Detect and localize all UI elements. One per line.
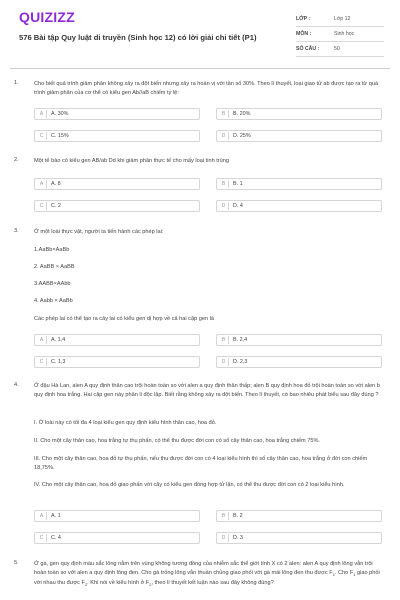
meta-row-subject xyxy=(296,27,384,42)
option-text: D. 4 xyxy=(233,203,243,209)
option-letter: C xyxy=(37,358,47,366)
option-text: B. 20% xyxy=(233,111,251,117)
header-divider xyxy=(10,68,390,69)
option-text: A. 8 xyxy=(51,181,61,187)
subscript: 1 xyxy=(353,571,356,577)
option-a[interactable] xyxy=(34,334,200,346)
option-letter: D xyxy=(219,202,229,210)
meta-key: LỚP : xyxy=(296,16,311,22)
subscript: 2 xyxy=(84,582,88,588)
option-c[interactable] xyxy=(34,356,200,368)
option-text: C. 1,3 xyxy=(51,359,66,365)
option-text: C. 4 xyxy=(51,535,61,541)
option-text: B. 2 xyxy=(233,513,243,519)
meta-row-count xyxy=(296,42,384,57)
option-text: B. 1 xyxy=(233,181,243,187)
option-letter: B xyxy=(219,110,229,118)
text-run: . Khi nói về kiểu hình ở F xyxy=(87,580,150,587)
option-d[interactable] xyxy=(216,200,382,212)
subscript: 2 xyxy=(149,582,152,588)
meta-value: Sinh học xyxy=(334,31,355,37)
option-letter: A xyxy=(37,512,47,520)
meta-key: MÔN : xyxy=(296,31,312,37)
option-d[interactable] xyxy=(216,532,382,544)
option-letter: C xyxy=(37,202,47,210)
subscript: 1 xyxy=(332,571,335,577)
option-letter: C xyxy=(37,132,47,140)
option-letter: B xyxy=(219,180,229,188)
option-text: A. 1 xyxy=(51,513,61,519)
option-b[interactable] xyxy=(216,178,382,190)
statement: II. Cho một cây thân cao, hoa trắng tự thụ phấn, có thể thu được đời con có số cây thân cao, hoa trắng chiếm 75%. xyxy=(34,438,320,444)
option-d[interactable] xyxy=(216,356,382,368)
option-letter: C xyxy=(37,534,47,542)
option-text: D. 25% xyxy=(233,133,251,139)
option-d[interactable] xyxy=(216,130,382,142)
question-followup: Các phép lai có thể tạo ra cây lai có kiểu gen dị hợp về cả hai cặp gen là xyxy=(34,316,214,322)
question-text: Một tế bào có kiểu gen AB/ab Dd khi giảm phân thực tế cho mấy loại tinh trùng xyxy=(34,158,229,164)
text-run: , theo lí thuyết kết luận nào sau đây không đúng? xyxy=(151,580,274,587)
text-run: . Cho F xyxy=(334,569,354,576)
option-text: D. 3 xyxy=(233,535,243,541)
cross-line: 3.AABB×AAbb xyxy=(34,281,71,287)
option-text: D. 2,3 xyxy=(233,359,248,365)
option-text: C. 15% xyxy=(51,133,69,139)
option-a[interactable] xyxy=(34,178,200,190)
question-text: Cho biết quá trình giảm phân không xảy ra đột biến nhưng xảy ra hoán vị với tần số 30%. Theo lí thuyết, loại giao tử ab được tạo ra từ quá trình giảm phân của cơ thể có kiểu gen Ab//aB chiếm tỷ lệ: xyxy=(34,81,379,96)
option-letter: A xyxy=(37,336,47,344)
meta-row-class xyxy=(296,12,384,27)
worksheet-title: 576 Bài tập Quy luật di truyền (Sinh học 12) có lời giải chi tiết (P1) xyxy=(19,33,257,42)
question-text: Ở một loài thực vật, người ta tiến hành các phép lai: xyxy=(34,229,164,235)
option-a[interactable] xyxy=(34,510,200,522)
question-text: Ở đậu Hà Lan, alen A quy định thân cao trội hoàn toàn so với alen a quy định thân thấp; alen B quy định hoa đỏ trội hoàn toàn so với alen b quy định hoa trắng. Hai cặp gen này phân li độc lập. Biết rằng không xảy ra đột biến. Theo lí thuyết, có bao nhiêu phát biểu sau đây đúng ? xyxy=(34,383,380,398)
option-letter: A xyxy=(37,180,47,188)
option-text: A. 30% xyxy=(51,111,69,117)
option-text: A. 1,4 xyxy=(51,337,66,343)
option-c[interactable] xyxy=(34,130,200,142)
option-letter: D xyxy=(219,534,229,542)
option-letter: D xyxy=(219,358,229,366)
option-text: B. 2,4 xyxy=(233,337,248,343)
meta-value: 50 xyxy=(334,46,340,52)
statement: I. Ở loài này có tối đa 4 loại kiểu gen quy định kiểu hình thân cao, hoa đỏ. xyxy=(34,420,217,426)
question-number: 3. xyxy=(14,228,19,234)
cross-line: 4. Aabb × AaBb xyxy=(34,298,73,304)
meta-key: SỐ CÂU : xyxy=(296,46,320,52)
option-b[interactable] xyxy=(216,334,382,346)
option-b[interactable] xyxy=(216,510,382,522)
question-number: 1. xyxy=(14,80,19,86)
option-letter: B xyxy=(219,336,229,344)
option-letter: A xyxy=(37,110,47,118)
option-c[interactable] xyxy=(34,532,200,544)
meta-value: Lớp 12 xyxy=(334,16,351,22)
option-text: C. 2 xyxy=(51,203,61,209)
cross-line: 2. AaBB × AaBB xyxy=(34,264,75,270)
statement: IV. Cho một cây thân cao, hoa đỏ giao phấn với cây có kiểu gen đồng hợp tử lặn, có thể thu được đời con có 2 loại kiểu hình. xyxy=(34,482,345,488)
quizizz-logo: QUIZIZZ xyxy=(19,9,75,25)
option-c[interactable] xyxy=(34,200,200,212)
worksheet-meta xyxy=(296,12,384,57)
question-number: 5. xyxy=(14,560,19,566)
cross-line: 1.AaBb×AaBb xyxy=(34,247,70,253)
option-letter: D xyxy=(219,132,229,140)
text-run: Ở gà, gen quy định màu sắc lông nằm trên vùng không tương đồng của nhiễm sắc thể giới tính X có 2 alen: alen A quy định lông vằn trội hoàn toàn so với alen a quy định lông đen. Cho gà trống lông vằn thuần chủng giao phối với gà mái lông đen thu được F xyxy=(34,561,373,576)
option-b[interactable] xyxy=(216,108,382,120)
option-letter: B xyxy=(219,512,229,520)
statement: III. Cho một cây thân cao, hoa đỏ tự thụ phấn, nếu thu được đời con có 4 loại kiểu hình thì số cây thân cao, hoa trắng ở đời con chiếm 18,75%. xyxy=(34,456,368,471)
question-number: 2. xyxy=(14,157,19,163)
question-number: 4. xyxy=(14,382,19,388)
text-run: giao phối với nhau thu được F xyxy=(34,569,380,587)
option-a[interactable] xyxy=(34,108,200,120)
question-text xyxy=(34,560,384,590)
